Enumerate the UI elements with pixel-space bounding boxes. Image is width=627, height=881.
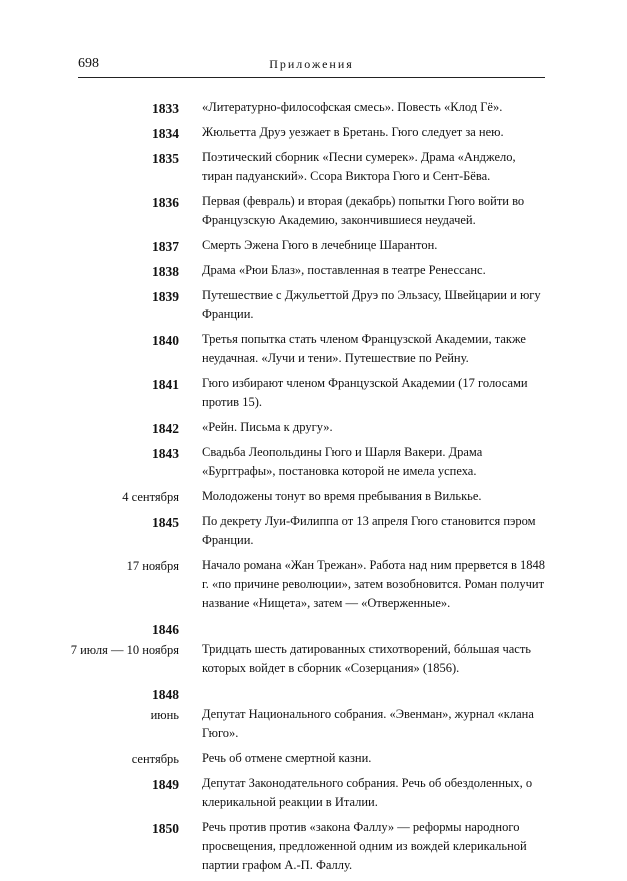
- entry-text: Гюго избирают членом Французской Академии (17 голосами против 15).: [202, 376, 528, 409]
- chronology-entry: [0, 443, 627, 481]
- entry-date: 17 ноября: [126, 559, 179, 573]
- entry-text: Речь против против «закона Фаллу» — реформы народного просвещения, предложенной одним из вождей клерикальной партии графом А.-П. Фаллу.: [202, 820, 527, 872]
- entry-year: 1837: [152, 239, 179, 254]
- entry-year: 1849: [152, 777, 179, 792]
- page-header: [78, 56, 545, 76]
- entry-text: «Рейн. Письма к другу».: [202, 420, 333, 434]
- entry-year: 1846: [152, 622, 179, 637]
- entry-text: Путешествие с Джульеттой Друэ по Эльзасу, Швейцарии и югу Франции.: [202, 288, 541, 321]
- entry-year: 1842: [152, 421, 179, 436]
- entry-year: 1841: [152, 377, 179, 392]
- chronology-list: [0, 98, 627, 881]
- entry-text: Свадьба Леопольдины Гюго и Шарля Вакери. Драма «Бургграфы», постановка которой не имела успеха.: [202, 445, 483, 478]
- entry-year: 1850: [152, 821, 179, 836]
- chronology-entry: [0, 556, 627, 613]
- chronology-entry: [0, 487, 627, 506]
- entry-date: 4 сентября: [122, 490, 179, 504]
- entry-date: 7 июля — 10 ноября: [70, 643, 179, 657]
- chronology-entry: [0, 418, 627, 437]
- entry-text: Начало романа «Жан Трежан». Работа над ним прервется в 1848 г. «по причине революции», затем возобновится. Роман получит название «Нищета», затем — «Отверженные».: [202, 558, 546, 610]
- entry-text: По декрету Луи-Филиппа от 13 апреля Гюго становится пэром Франции.: [202, 514, 536, 547]
- running-title: Приложения: [269, 57, 354, 71]
- chronology-entry: [0, 236, 627, 255]
- entry-text: Жюльетта Друэ уезжает в Бретань. Гюго следует за нею.: [202, 125, 504, 139]
- page-number: 698: [78, 56, 99, 71]
- chronology-entry: [0, 374, 627, 412]
- entry-text: Смерть Эжена Гюго в лечебнице Шарантон.: [202, 238, 438, 252]
- entry-text: Депутат Законодательного собрания. Речь об обездоленных, о клерикальной реакции в Италии.: [202, 776, 533, 809]
- entry-year: 1848: [152, 687, 179, 702]
- chronology-entry: [0, 330, 627, 368]
- chronology-entry: [0, 98, 627, 117]
- chronology-entry: [0, 286, 627, 324]
- chronology-entry: [0, 749, 627, 768]
- year-heading: [0, 619, 627, 638]
- entry-date: сентябрь: [131, 752, 179, 766]
- entry-text: Первая (февраль) и вторая (декабрь) попытки Гюго войти во Французскую Академию, закончившиеся неудачей.: [202, 194, 525, 227]
- chronology-entry: [0, 640, 627, 678]
- chronology-entry: [0, 705, 627, 743]
- entry-year: 1838: [152, 264, 179, 279]
- chronology-entry: [0, 192, 627, 230]
- entry-text: Депутат Национального собрания. «Эвенман», журнал «клана Гюго».: [202, 707, 534, 740]
- entry-text: Третья попытка стать членом Французской Академии, также неудачная. «Лучи и тени». Путешествие по Рейну.: [202, 332, 526, 365]
- entry-text: «Литературно-философская смесь». Повесть «Клод Гё».: [202, 100, 503, 114]
- entry-year: 1833: [152, 101, 179, 116]
- entry-text: Молодожены тонут во время пребывания в Вилькье.: [202, 489, 482, 503]
- entry-text: Поэтический сборник «Песни сумерек». Драма «Анджело, тиран падуанский». Ссора Виктора Гюго и Сент-Бёва.: [202, 150, 516, 183]
- header-rule: [78, 77, 545, 78]
- entry-year: 1843: [152, 446, 179, 461]
- entry-year: 1836: [152, 195, 179, 210]
- entry-text: Речь об отмене смертной казни.: [202, 751, 372, 765]
- entry-text: Тридцать шесть датированных стихотворений, бóльшая часть которых войдет в сборник «Созерцания» (1856).: [202, 642, 532, 675]
- chronology-entry: [0, 261, 627, 280]
- entry-text: Драма «Рюи Блаз», поставленная в театре Ренессанс.: [202, 263, 486, 277]
- chronology-entry: [0, 148, 627, 186]
- chronology-entry: [0, 818, 627, 875]
- chronology-entry: [0, 512, 627, 550]
- entry-year: 1839: [152, 289, 179, 304]
- entry-year: 1835: [152, 151, 179, 166]
- year-heading: [0, 684, 627, 703]
- chronology-entry: [0, 123, 627, 142]
- chronology-entry: [0, 774, 627, 812]
- entry-date: июнь: [150, 708, 179, 722]
- entry-year: 1840: [152, 333, 179, 348]
- entry-year: 1834: [152, 126, 179, 141]
- entry-year: 1845: [152, 515, 179, 530]
